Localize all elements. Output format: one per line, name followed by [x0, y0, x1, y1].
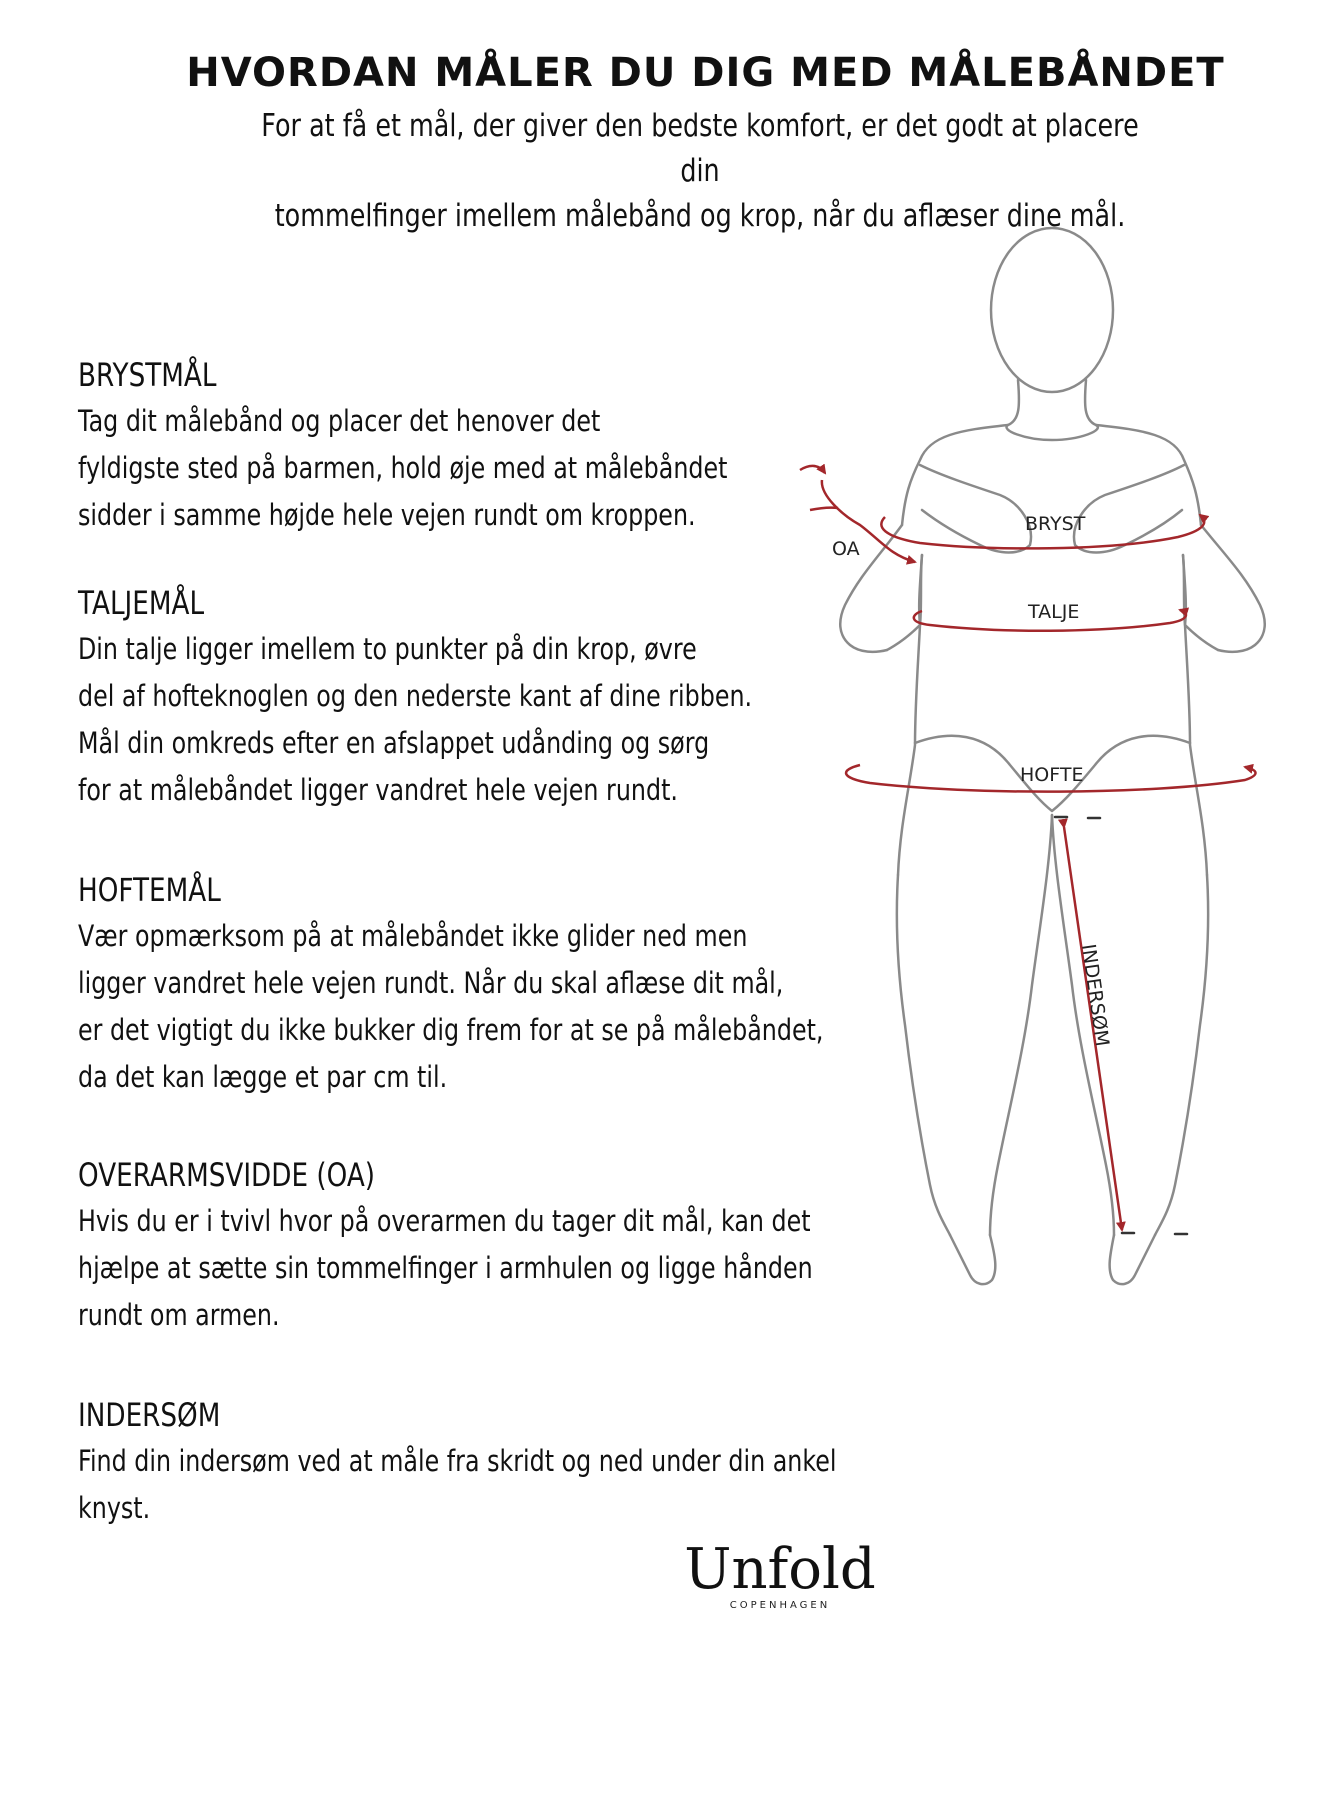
body-line: ligger vandret hele vejen rundt. Når du skal aflæse dit mål, — [78, 966, 784, 1000]
body-line: Din talje ligger imellem to punkter på din krop, øvre — [78, 632, 697, 666]
section-heading: HOFTEMÅL — [78, 871, 221, 909]
logo-wordmark: Unfold — [684, 1537, 876, 1602]
neck-left — [1008, 380, 1019, 425]
label-indersom: INDERSØM — [1077, 942, 1114, 1048]
body-line: sidder i samme højde hele vejen rundt om kroppen. — [78, 498, 696, 532]
section-heading: TALJEMÅL — [78, 584, 205, 622]
body-line: Hvis du er i tvivl hvor på overarmen du tager dit mål, kan det — [78, 1204, 811, 1238]
body-line: del af hofteknoglen og den nederste kant af dine ribben. — [78, 679, 753, 713]
left-leg-inner — [990, 815, 1052, 1235]
torso-left — [898, 555, 922, 875]
body-line: er det vigtigt du ikke bukker dig frem for at se på målebåndet, — [78, 1013, 824, 1047]
body-line: rundt om armen. — [78, 1298, 280, 1332]
left-shoulder — [902, 425, 1008, 525]
intro-line: For at få et mål, der giver den bedste komfort, er det godt at placere din — [261, 108, 1139, 189]
body-line: for at målebåndet ligger vandret hele vejen rundt. — [78, 773, 678, 807]
head-outline — [991, 228, 1113, 392]
body-line: Vær opmærksom på at målebåndet ikke glider ned men — [78, 919, 748, 953]
body-line: Find din indersøm ved at måle fra skridt og ned under din ankel — [78, 1444, 837, 1478]
body-line: da det kan lægge et par cm til. — [78, 1060, 448, 1094]
oa-tape-end — [800, 466, 825, 473]
right-arm-inner — [1183, 555, 1218, 650]
right-arm-outer — [1201, 525, 1265, 652]
logo-subtitle: COPENHAGEN — [729, 1600, 831, 1611]
body-line: hjælpe at sætte sin tommelfinger i armhulen og ligge hånden — [78, 1251, 813, 1285]
section-heading: INDERSØM — [78, 1396, 221, 1434]
right-leg-outer — [1155, 875, 1208, 1235]
left-leg-outer — [897, 875, 950, 1235]
bust-left — [920, 465, 1031, 553]
intro-text — [249, 104, 1151, 239]
label-bryst: BRYST — [1025, 513, 1086, 535]
neck-right — [1085, 380, 1096, 425]
body-outline — [840, 228, 1264, 1284]
body-line: fyldigste sted på barmen, hold øje med at målebåndet — [78, 451, 728, 485]
section-heading: OVERARMSVIDDE (OA) — [78, 1156, 376, 1194]
body-line: Mål din omkreds efter en afslappet udånding og sørg — [78, 726, 710, 760]
left-foot — [950, 1235, 995, 1284]
label-hofte: HOFTE — [1020, 764, 1084, 786]
left-arm-inner — [887, 555, 922, 650]
torso-right — [1183, 555, 1207, 875]
body-outline-diagram — [770, 225, 1330, 1515]
label-oa: OA — [832, 538, 860, 560]
brand-logo — [680, 1537, 880, 1611]
section-heading: BRYSTMÅL — [78, 356, 217, 394]
page-title: HVORDAN MÅLER DU DIG MED MÅLEBÅNDET — [186, 50, 1225, 96]
body-measurement-figure — [770, 225, 1330, 1515]
body-line: Tag dit målebånd og placer det henover det — [78, 404, 601, 438]
neckline — [1006, 425, 1097, 440]
right-shoulder — [1096, 425, 1201, 525]
bryst-tape-side — [810, 508, 838, 510]
right-foot — [1110, 1235, 1155, 1284]
intro-line: tommelfinger imellem målebånd og krop, når du aflæser dine mål. — [274, 198, 1126, 234]
label-talje: TALJE — [1028, 601, 1080, 623]
body-line: knyst. — [78, 1491, 151, 1525]
